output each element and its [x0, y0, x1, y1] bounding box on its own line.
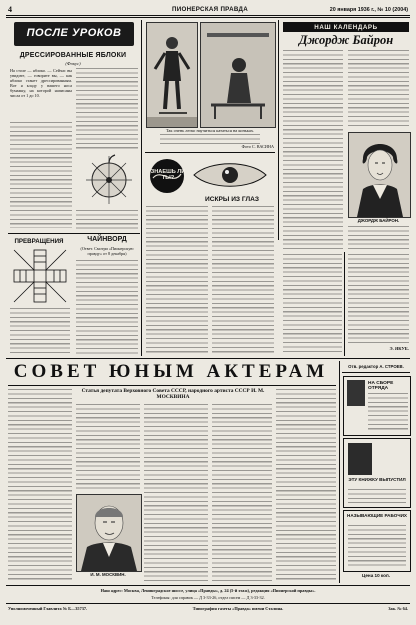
article-text-block — [348, 254, 409, 344]
feature-text-block — [76, 404, 140, 492]
chainword-answers — [76, 260, 138, 354]
eye-illustration — [190, 158, 270, 192]
book-cover — [347, 380, 365, 406]
article-text-block — [348, 226, 409, 250]
column-divider — [339, 361, 340, 583]
section-rule — [8, 233, 140, 234]
sparks-title: ИСКРЫ ИЗ ГЛАЗ — [204, 196, 259, 203]
book-ad-text — [348, 489, 406, 503]
article-text-block — [146, 206, 208, 354]
footer-rule — [6, 603, 410, 604]
book-ad-text — [348, 525, 406, 567]
footer-order: Зак. № 64. — [388, 606, 408, 611]
column-divider — [344, 252, 345, 356]
article-text-block — [76, 68, 138, 150]
footer-censor: Уполномоченный Главлита № Б—35737. — [8, 606, 88, 611]
feature-text-block — [212, 404, 272, 581]
calendar-rubric-box — [283, 22, 409, 32]
article-text-block — [10, 122, 72, 228]
calendar-rubric: НАШ КАЛЕНДАРЬ — [314, 23, 378, 31]
book-cover — [348, 443, 372, 475]
book-ad — [343, 376, 411, 436]
skater-figure — [147, 23, 197, 127]
article-text-block — [76, 210, 138, 230]
book-ad-title: НАЗЫВАЮЩИЕ РАБОЧИХ — [347, 513, 407, 518]
footer-address: Наш адрес: Москва, Ленинградское шоссе, улица «Правды», д. 24 (5-й этаж), редакция «Пионерской правды». — [100, 588, 316, 593]
headline-rule — [8, 385, 336, 386]
skating-photo — [146, 22, 198, 128]
article-text-block — [283, 254, 342, 354]
after-school-banner — [14, 22, 134, 46]
apple-illustration — [82, 152, 136, 206]
byron-portrait-caption: ДЖОРДЖ БАЙРОН. — [357, 218, 400, 223]
byron-portrait-drawing — [349, 133, 410, 217]
newspaper-name: ПИОНЕРСКАЯ ПРАВДА — [171, 6, 249, 13]
bench-figure — [201, 23, 275, 127]
apples-subtitle: (Фокус) — [65, 61, 81, 66]
banner-title: ПОСЛЕ УРОКОВ — [26, 27, 122, 39]
bench-photo — [200, 22, 276, 128]
column-divider — [141, 20, 142, 356]
apples-lead-text: На столе — яблоко. — Сейчас вы увидите, — говорите вы, — как яблоко станет дрессированным. Вот я кладу у вашего носа бумажку, на которой написаны числа от 1 до 10. — [10, 68, 72, 98]
issue-date: 20 января 1936 г., № 10 (2004) — [329, 6, 408, 13]
book-ad — [343, 510, 411, 572]
chainword-title: ЧАЙНВОРД — [87, 236, 127, 243]
page-number: 4 — [8, 5, 12, 14]
skating-caption: Так очень легко научиться кататься на коньках. — [165, 128, 255, 133]
feature-text-block — [144, 404, 208, 581]
feature-text-block — [276, 389, 336, 581]
byron-signature: Э. ЯКУБ. — [389, 346, 409, 351]
moskvin-caption: И. М. МОСКВИН. — [90, 572, 126, 577]
footer-rule — [6, 585, 410, 586]
header-rule-thin — [6, 17, 410, 18]
book-ad — [343, 438, 411, 508]
feature-text-block — [8, 389, 72, 581]
feature-intro: Статья депутата Верховного Совета СССР, народного артиста СССР И. М. МОСКВИНА — [81, 388, 265, 401]
moskvin-portrait — [76, 494, 142, 572]
section-rule — [145, 152, 275, 153]
byron-title: Джордж Байрон — [298, 33, 394, 47]
photo-credit: Фото С. ВАСИНА — [241, 144, 274, 149]
byron-portrait — [348, 132, 411, 218]
article-text-block — [283, 50, 343, 250]
transformations-puzzle-grid — [12, 248, 68, 304]
feature-headline: СОВЕТ ЮНЫМ АКТЕРАМ — [13, 361, 329, 382]
book-ad-title: НА СБОРЕ ОТРЯДА — [368, 381, 394, 392]
caption-continuation — [160, 134, 260, 144]
apples-title: ДРЕССИРОВАННЫЕ ЯБЛОКИ — [19, 52, 127, 59]
article-text-block — [10, 308, 70, 354]
moskvin-portrait-drawing — [77, 495, 141, 571]
footer-press: Типография газеты «Правда» имени Сталина. — [192, 606, 284, 611]
article-text-block — [348, 50, 409, 128]
transformations-title: ПРЕВРАЩЕНИЯ — [14, 238, 64, 245]
price-label: Цена 10 коп. — [361, 573, 391, 578]
column-divider — [278, 20, 279, 240]
section-rule — [6, 358, 410, 359]
article-text-block — [212, 206, 274, 354]
editor-line: Отв. редактор А. СТРОЕВ. — [348, 364, 404, 369]
book-ad-title: ЭТУ КНИЖКУ ВЫПУСТИЛ — [348, 477, 406, 482]
book-ad-text — [368, 393, 408, 431]
footer-phones: Телефоны: для справок — Д 3-33-26, отдел писем — Д 3-33-32. — [151, 595, 265, 600]
sidebar-rule — [342, 372, 410, 373]
chainword-answer-note: (Ответ. Смотри «Пионерскую правду» от 8 декабря) — [80, 246, 134, 256]
quiz-banner: ЗНАЕШЬ ЛИ ТЫ? — [150, 169, 186, 181]
